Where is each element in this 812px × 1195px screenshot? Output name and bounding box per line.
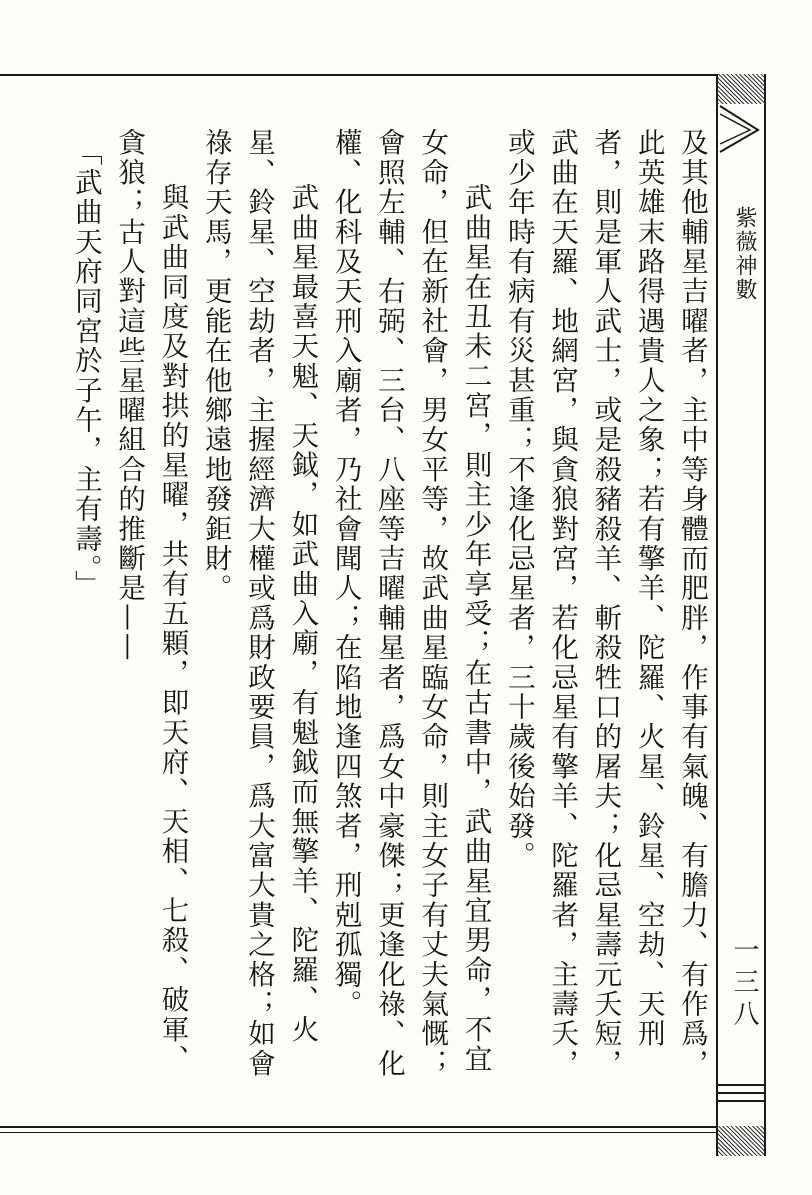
text-column: 武曲星最喜天魁、天鉞，如武曲入廟，有魁鉞而無擎羊、陀羅、火 bbox=[286, 183, 319, 1045]
text-column: 權、化科及天刑入廟者，乃社會聞人；在陷地逢四煞者，刑剋孤獨。 bbox=[329, 128, 362, 1019]
text-column: 或少年時有病有災甚重；不逢化忌星者，三十歲後始發。 bbox=[502, 128, 535, 871]
sidebar-divider bbox=[718, 1100, 764, 1102]
bottom-border-rule bbox=[0, 1126, 716, 1128]
text-column: 「武曲天府同宮於子午，主有壽。」 bbox=[69, 138, 102, 600]
bottom-border-rule-thin bbox=[0, 1132, 716, 1133]
hatched-ornament-top bbox=[718, 74, 764, 104]
chevron-ornament-icon bbox=[718, 104, 764, 154]
book-title: 紫薇神數 bbox=[732, 206, 757, 302]
text-column: 武曲星在丑未二宮，則主少年享受；在古書中，武曲星宜男命，不宜 bbox=[459, 183, 492, 1074]
text-column: 貪狼；古人對這些星曜組合的推斷是—— bbox=[113, 128, 146, 663]
sidebar-divider bbox=[718, 1084, 764, 1086]
text-column: 星、鈴星、空劫者，主握經濟大權或爲財政要員，爲大富大貴之格；如會 bbox=[243, 128, 276, 1079]
text-column: 會照左輔、右弼、三台、八座等吉曜輔星者，爲女中豪傑；更逢化祿、化 bbox=[372, 128, 405, 1079]
vertical-body-text bbox=[63, 128, 713, 1108]
text-column: 女命，但在新社會，男女平等，故武曲星臨女命，則主女子有丈夫氣慨； bbox=[416, 128, 449, 1079]
top-border-rule bbox=[0, 74, 716, 76]
text-column: 者，則是軍人武士，或是殺豬殺羊、斬殺牲口的屠夫；化忌星壽元夭短， bbox=[589, 128, 622, 1079]
text-column: 及其他輔星吉曜者，主中等身體而肥胖，作事有氣魄、有膽力、有作爲， bbox=[676, 128, 708, 1079]
text-column: 此英雄末路得遇貴人之象；若有擎羊、陀羅、火星、鈴星、空劫、天刑 bbox=[632, 128, 665, 1049]
sidebar-divider bbox=[718, 1092, 764, 1094]
page-margin-sidebar bbox=[716, 74, 766, 1156]
text-column: 祿存天馬，更能在他鄉遠地發鉅財。 bbox=[199, 128, 232, 604]
text-column: 武曲在天羅、地網宮，與貪狼對宮，若化忌星有擎羊、陀羅者，主壽夭， bbox=[546, 128, 579, 1079]
hatched-ornament-bottom bbox=[718, 1126, 764, 1156]
page-number: 一三八 bbox=[729, 936, 759, 1032]
text-column: 與武曲同度及對拱的星曜，共有五顆，即天府、天相、七殺、破軍、 bbox=[156, 183, 189, 1074]
